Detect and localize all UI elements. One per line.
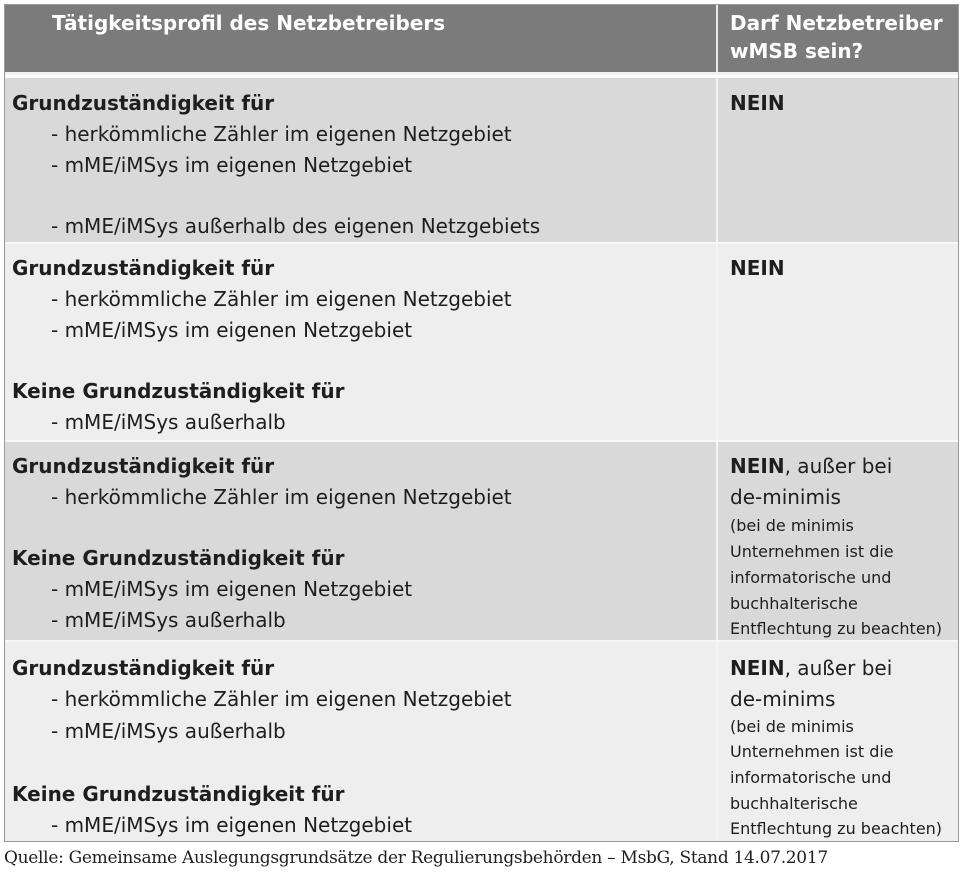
answer-note: buchhalterische xyxy=(730,594,858,613)
row-heading: Grundzuständigkeit für xyxy=(12,256,275,280)
row-item: - mME/iMSys außerhalb xyxy=(51,608,286,632)
header-cell-wmsb xyxy=(718,5,958,72)
row-heading: Grundzuständigkeit für xyxy=(12,454,275,478)
answer-note: informatorische und xyxy=(730,768,892,787)
table-header-row xyxy=(5,5,958,75)
table-row xyxy=(5,244,958,442)
row-subheading: Keine Grundzuständigkeit für xyxy=(12,379,345,403)
row-item: - herkömmliche Zähler im eigenen Netzgebiet xyxy=(51,122,512,146)
answer-cell xyxy=(718,642,958,841)
answer-note: Unternehmen ist die xyxy=(730,742,894,761)
answer-text xyxy=(730,656,892,680)
table-row xyxy=(5,78,958,244)
answer-cell xyxy=(718,244,958,440)
answer-text xyxy=(730,454,892,478)
header-profile-label: Tätigkeitsprofil des Netzbetreibers xyxy=(52,11,446,35)
profile-cell xyxy=(5,78,718,242)
row-subheading: Keine Grundzuständigkeit für xyxy=(12,546,345,570)
answer-bold: NEIN xyxy=(730,454,785,478)
profile-cell xyxy=(5,244,718,440)
row-item: - mME/iMSys außerhalb xyxy=(51,719,286,743)
row-item: - mME/iMSys im eigenen Netzgebiet xyxy=(51,813,413,837)
row-item: - mME/iMSys im eigenen Netzgebiet xyxy=(51,577,413,601)
answer-text: NEIN xyxy=(730,91,785,115)
answer-line2: de-minimis xyxy=(730,485,841,509)
netzbetreiber-table xyxy=(4,4,959,842)
row-heading: Grundzuständigkeit für xyxy=(12,91,275,115)
answer-line2: de-minims xyxy=(730,687,836,711)
answer-note: (bei de minimis xyxy=(730,516,854,535)
profile-cell xyxy=(5,642,718,841)
answer-note: Entflechtung zu beachten) xyxy=(730,619,943,638)
row-heading: Grundzuständigkeit für xyxy=(12,656,275,680)
answer-bold: NEIN xyxy=(730,656,785,680)
profile-cell xyxy=(5,442,718,640)
answer-cell xyxy=(718,442,958,640)
header-cell-profile xyxy=(5,5,718,72)
source-caption: Quelle: Gemeinsame Auslegungsgrundsätze der Regulierungsbehörden – MsbG, Stand 14.07.2017 xyxy=(4,848,828,868)
answer-note: Unternehmen ist die xyxy=(730,542,894,561)
header-wmsb-label xyxy=(730,9,943,65)
answer-note: (bei de minimis xyxy=(730,717,854,736)
header-wmsb-line2: wMSB sein? xyxy=(730,39,864,63)
row-item: - herkömmliche Zähler im eigenen Netzgebiet xyxy=(51,687,512,711)
table-row xyxy=(5,442,958,642)
answer-rest: , außer bei xyxy=(784,454,893,478)
answer-cell xyxy=(718,78,958,242)
row-item: - mME/iMSys im eigenen Netzgebiet xyxy=(51,153,413,177)
answer-text: NEIN xyxy=(730,256,785,280)
answer-note: Entflechtung zu beachten) xyxy=(730,819,943,838)
answer-rest: , außer bei xyxy=(784,656,893,680)
answer-note: buchhalterische xyxy=(730,794,858,813)
table-row xyxy=(5,642,958,841)
row-item: - mME/iMSys im eigenen Netzgebiet xyxy=(51,318,413,342)
header-wmsb-line1: Darf Netzbetreiber xyxy=(730,11,943,35)
row-item: - herkömmliche Zähler im eigenen Netzgebiet xyxy=(51,485,512,509)
row-item: - mME/iMSys außerhalb des eigenen Netzgebiets xyxy=(51,214,541,238)
row-item: - mME/iMSys außerhalb xyxy=(51,410,286,434)
row-subheading: Keine Grundzuständigkeit für xyxy=(12,782,345,806)
answer-note: informatorische und xyxy=(730,568,892,587)
row-item: - herkömmliche Zähler im eigenen Netzgebiet xyxy=(51,287,512,311)
